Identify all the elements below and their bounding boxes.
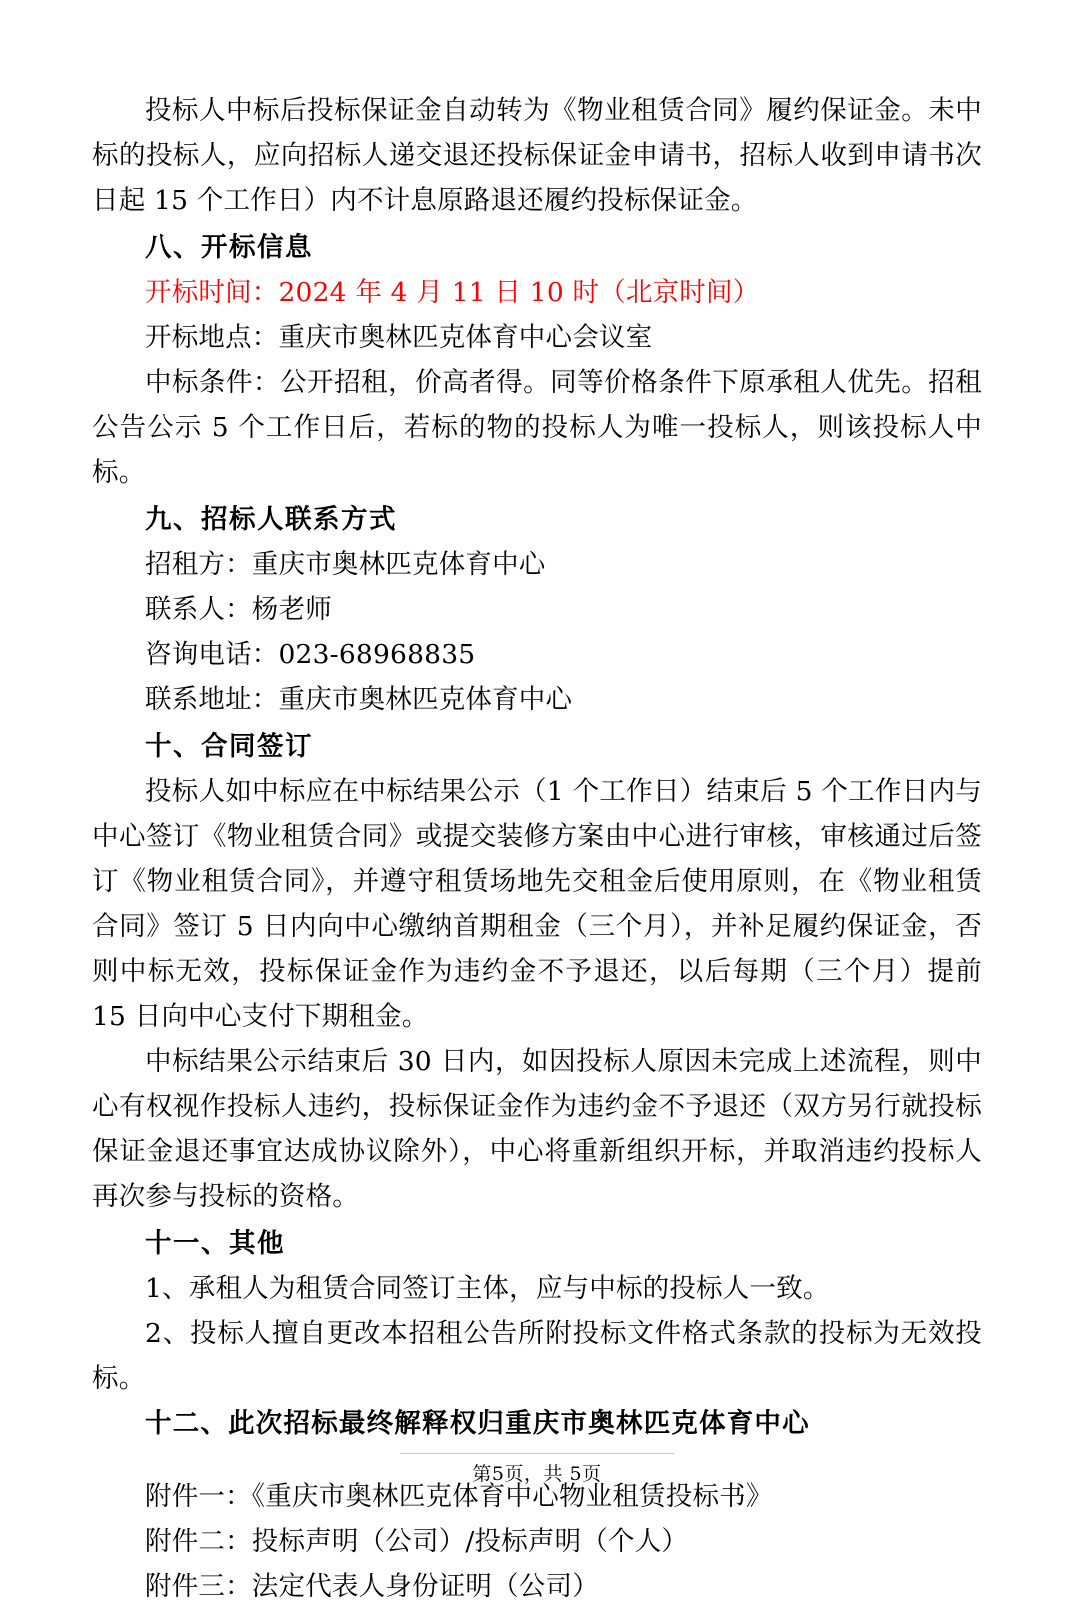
contact-phone: 咨询电话：023-68968835 (145, 639, 476, 670)
heading-section-11: 十一、其他 (145, 1228, 285, 1259)
paragraph-deposit-transfer: 投标人中标后投标保证金自动转为《物业租赁合同》履约保证金。未中标的投标人，应向招标人递交退还投标保证金申请书，招标人收到申请书次日起 15 个工作日）内不计息原路退还履约投标保证金。 (92, 95, 982, 216)
contact-lessor: 招租方：重庆市奥林匹克体育中心 (145, 549, 546, 580)
page-footer: 第5页，共 5页 (472, 1463, 602, 1485)
heading-section-10: 十、合同签订 (145, 731, 313, 762)
bid-open-place: 开标地点：重庆市奥林匹克体育中心会议室 (145, 322, 653, 353)
paragraph-award-condition: 中标条件：公开招租，价高者得。同等价格条件下原承租人优先。招租公告公示 5 个工作日后，若标的物的投标人为唯一投标人，则该投标人中标。 (92, 367, 982, 488)
contact-person: 联系人：杨老师 (145, 594, 332, 625)
attachment-2: 附件二：投标声明（公司）/投标声明（个人） (145, 1526, 689, 1557)
paragraph-contract-sign-1: 投标人如中标应在中标结果公示（1 个工作日）结束后 5 个工作日内与中心签订《物业租赁合同》或提交装修方案由中心进行审核，审核通过后签订《物业租赁合同》，并遵守租赁场地先交租金后使用原则，在《物业租赁合同》签订 5 日内向中心缴纳首期租金（三个月），并补足履约保证金，否则中标无效，投标保证金作为违约金不予退还，以后每期（三个月）提前 15 日向中心支付下期租金。 (92, 776, 982, 1032)
document-body (92, 88, 982, 1609)
paragraph-contract-sign-2: 中标结果公示结束后 30 日内，如因投标人原因未完成上述流程，则中心有权视作投标人违约，投标保证金作为违约金不予退还（双方另行就投标保证金退还事宜达成协议除外），中心将重新组织开标，并取消违约投标人再次参与投标的资格。 (92, 1046, 982, 1212)
bid-open-time: 开标时间：2024 年 4 月 11 日 10 时（北京时间） (145, 277, 760, 308)
paragraph-other-2: 2、投标人擅自更改本招租公告所附投标文件格式条款的投标为无效投标。 (92, 1318, 982, 1394)
heading-section-12: 十二、此次招标最终解释权归重庆市奥林匹克体育中心 (145, 1408, 810, 1439)
footer-divider (400, 1453, 674, 1454)
attachment-3: 附件三：法定代表人身份证明（公司） (145, 1571, 599, 1602)
attachment-1: 附件一：《重庆市奥林匹克体育中心物业租赁投标书》 (145, 1481, 773, 1512)
heading-section-8: 八、开标信息 (145, 232, 313, 263)
paragraph-other-1: 1、承租人为租赁合同签订主体，应与中标的投标人一致。 (145, 1273, 830, 1304)
heading-section-9: 九、招标人联系方式 (145, 504, 397, 535)
contact-address: 联系地址：重庆市奥林匹克体育中心 (145, 684, 573, 715)
